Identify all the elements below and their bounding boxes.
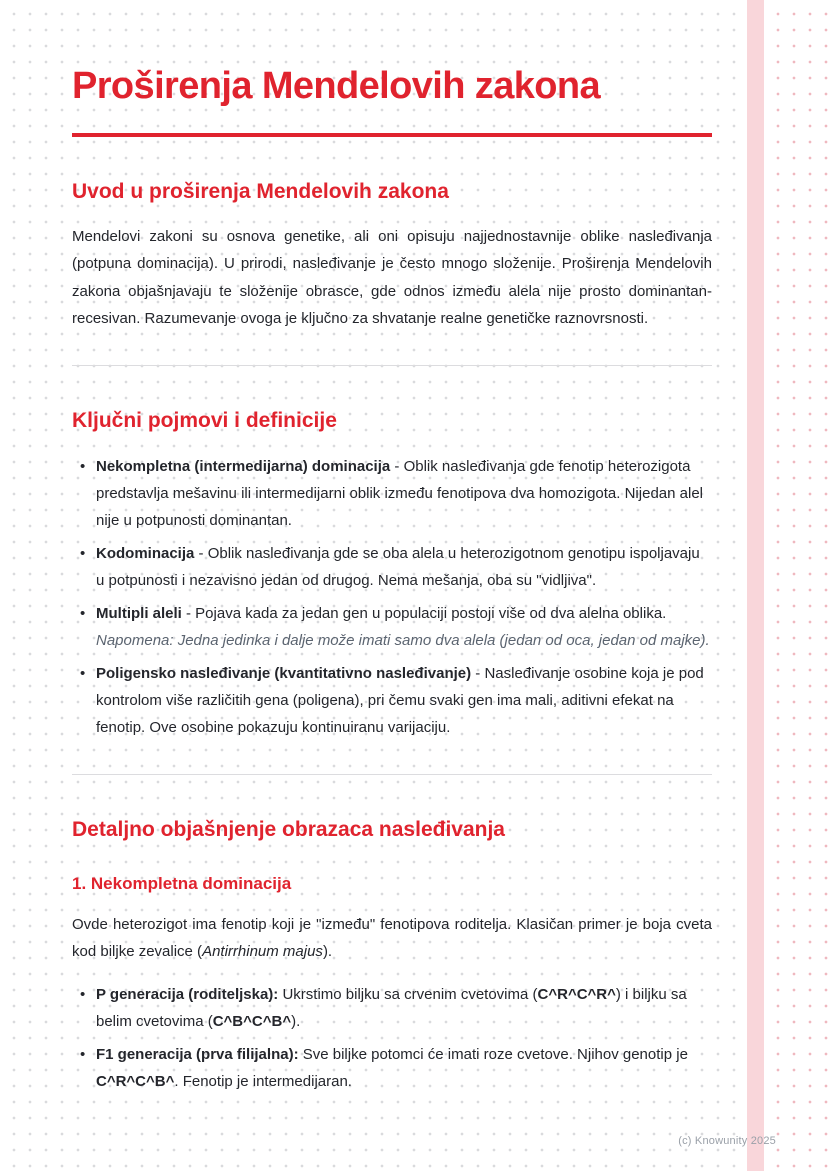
generation-item: • P generacija (roditeljska): Ukrstimo biljku sa crvenim cvetovima (C^R^C^R^) i biljku sa belim cvetovima (C^B^C^B^). bbox=[96, 981, 712, 1035]
definition-list bbox=[72, 453, 712, 741]
definition-item: • Poligensko nasleđivanje (kvantitativno nasleđivanje) - Nasleđivanje osobine koja je pod kontrolom više različitih gena (poligena), pri čemu svaki gen ima mali, aditivni efekat na fenotip. Ove osobine pokazuju kontinuiranu varijaciju. bbox=[96, 660, 712, 741]
pink-dot-margin bbox=[764, 0, 828, 1171]
key-terms-heading: Ključni pojmovi i definicije bbox=[72, 409, 337, 433]
title-underline bbox=[72, 133, 712, 137]
intro-paragraph: Mendelovi zakoni su osnova genetike, ali oni opisuju najjednostavnije oblike nasleđivanja (potpuna dominacija). U prirodi, nasleđivanje je često mnogo složenije. Proširenja Mendelovih zakona objašnjavaju te složenije obrasce, gde odnos između alela nije prosto dominantan-recesivan. Razumevanje ovoga je ključno za shvatanje realne genetičke raznovrsnosti. bbox=[72, 228, 712, 327]
section-divider bbox=[72, 774, 712, 775]
generation-list bbox=[72, 981, 712, 1095]
page-title: Proširenja Mendelovih zakona bbox=[72, 65, 601, 107]
section-key-terms bbox=[72, 408, 712, 740]
document-content bbox=[72, 64, 712, 1101]
section-intro bbox=[72, 179, 712, 332]
subsection-paragraph: Ovde heterozigot ima fenotip koji je "između" fenotipova roditelja. Klasičan primer je boja cveta kod biljke zevalice (Antirrhinum majus). bbox=[72, 915, 712, 961]
side-accent-stripe bbox=[747, 0, 764, 1171]
section-divider bbox=[72, 365, 712, 366]
subsection-heading: 1. Nekompletna dominacija bbox=[72, 873, 292, 893]
definition-item: • Multipli aleli - Pojava kada za jedan gen u populaciji postoji više od dva alelna oblika. Napomena: Jedna jedinka i dalje može imati samo dva alela (jedan od oca, jedan od majke). bbox=[96, 600, 712, 654]
generation-item: • F1 generacija (prva filijalna): Sve biljke potomci će imati roze cvetove. Njihov genotip je C^R^C^B^. Fenotip je intermedijaran. bbox=[96, 1041, 712, 1095]
detailed-heading: Detaljno objašnjenje obrazaca nasleđivanja bbox=[72, 817, 505, 841]
copyright-notice: (c) Knowunity 2025 bbox=[678, 1135, 776, 1147]
definition-item: • Nekompletna (intermedijarna) dominacija - Oblik nasleđivanja gde fenotip heterozigota predstavlja mešavinu ili intermedijarni oblik između fenotipova dva homozigota. Nijedan alel nije u potpunosti dominantan. bbox=[96, 453, 712, 534]
intro-heading: Uvod u proširenja Mendelovih zakona bbox=[72, 179, 449, 203]
section-detailed bbox=[72, 817, 712, 1096]
definition-item: • Kodominacija - Oblik nasleđivanja gde se oba alela u heterozigotnom genotipu ispoljavaju u potpunosti i nezavisno jedan od drugog. Nema mešanja, oba su "vidljiva". bbox=[96, 540, 712, 594]
